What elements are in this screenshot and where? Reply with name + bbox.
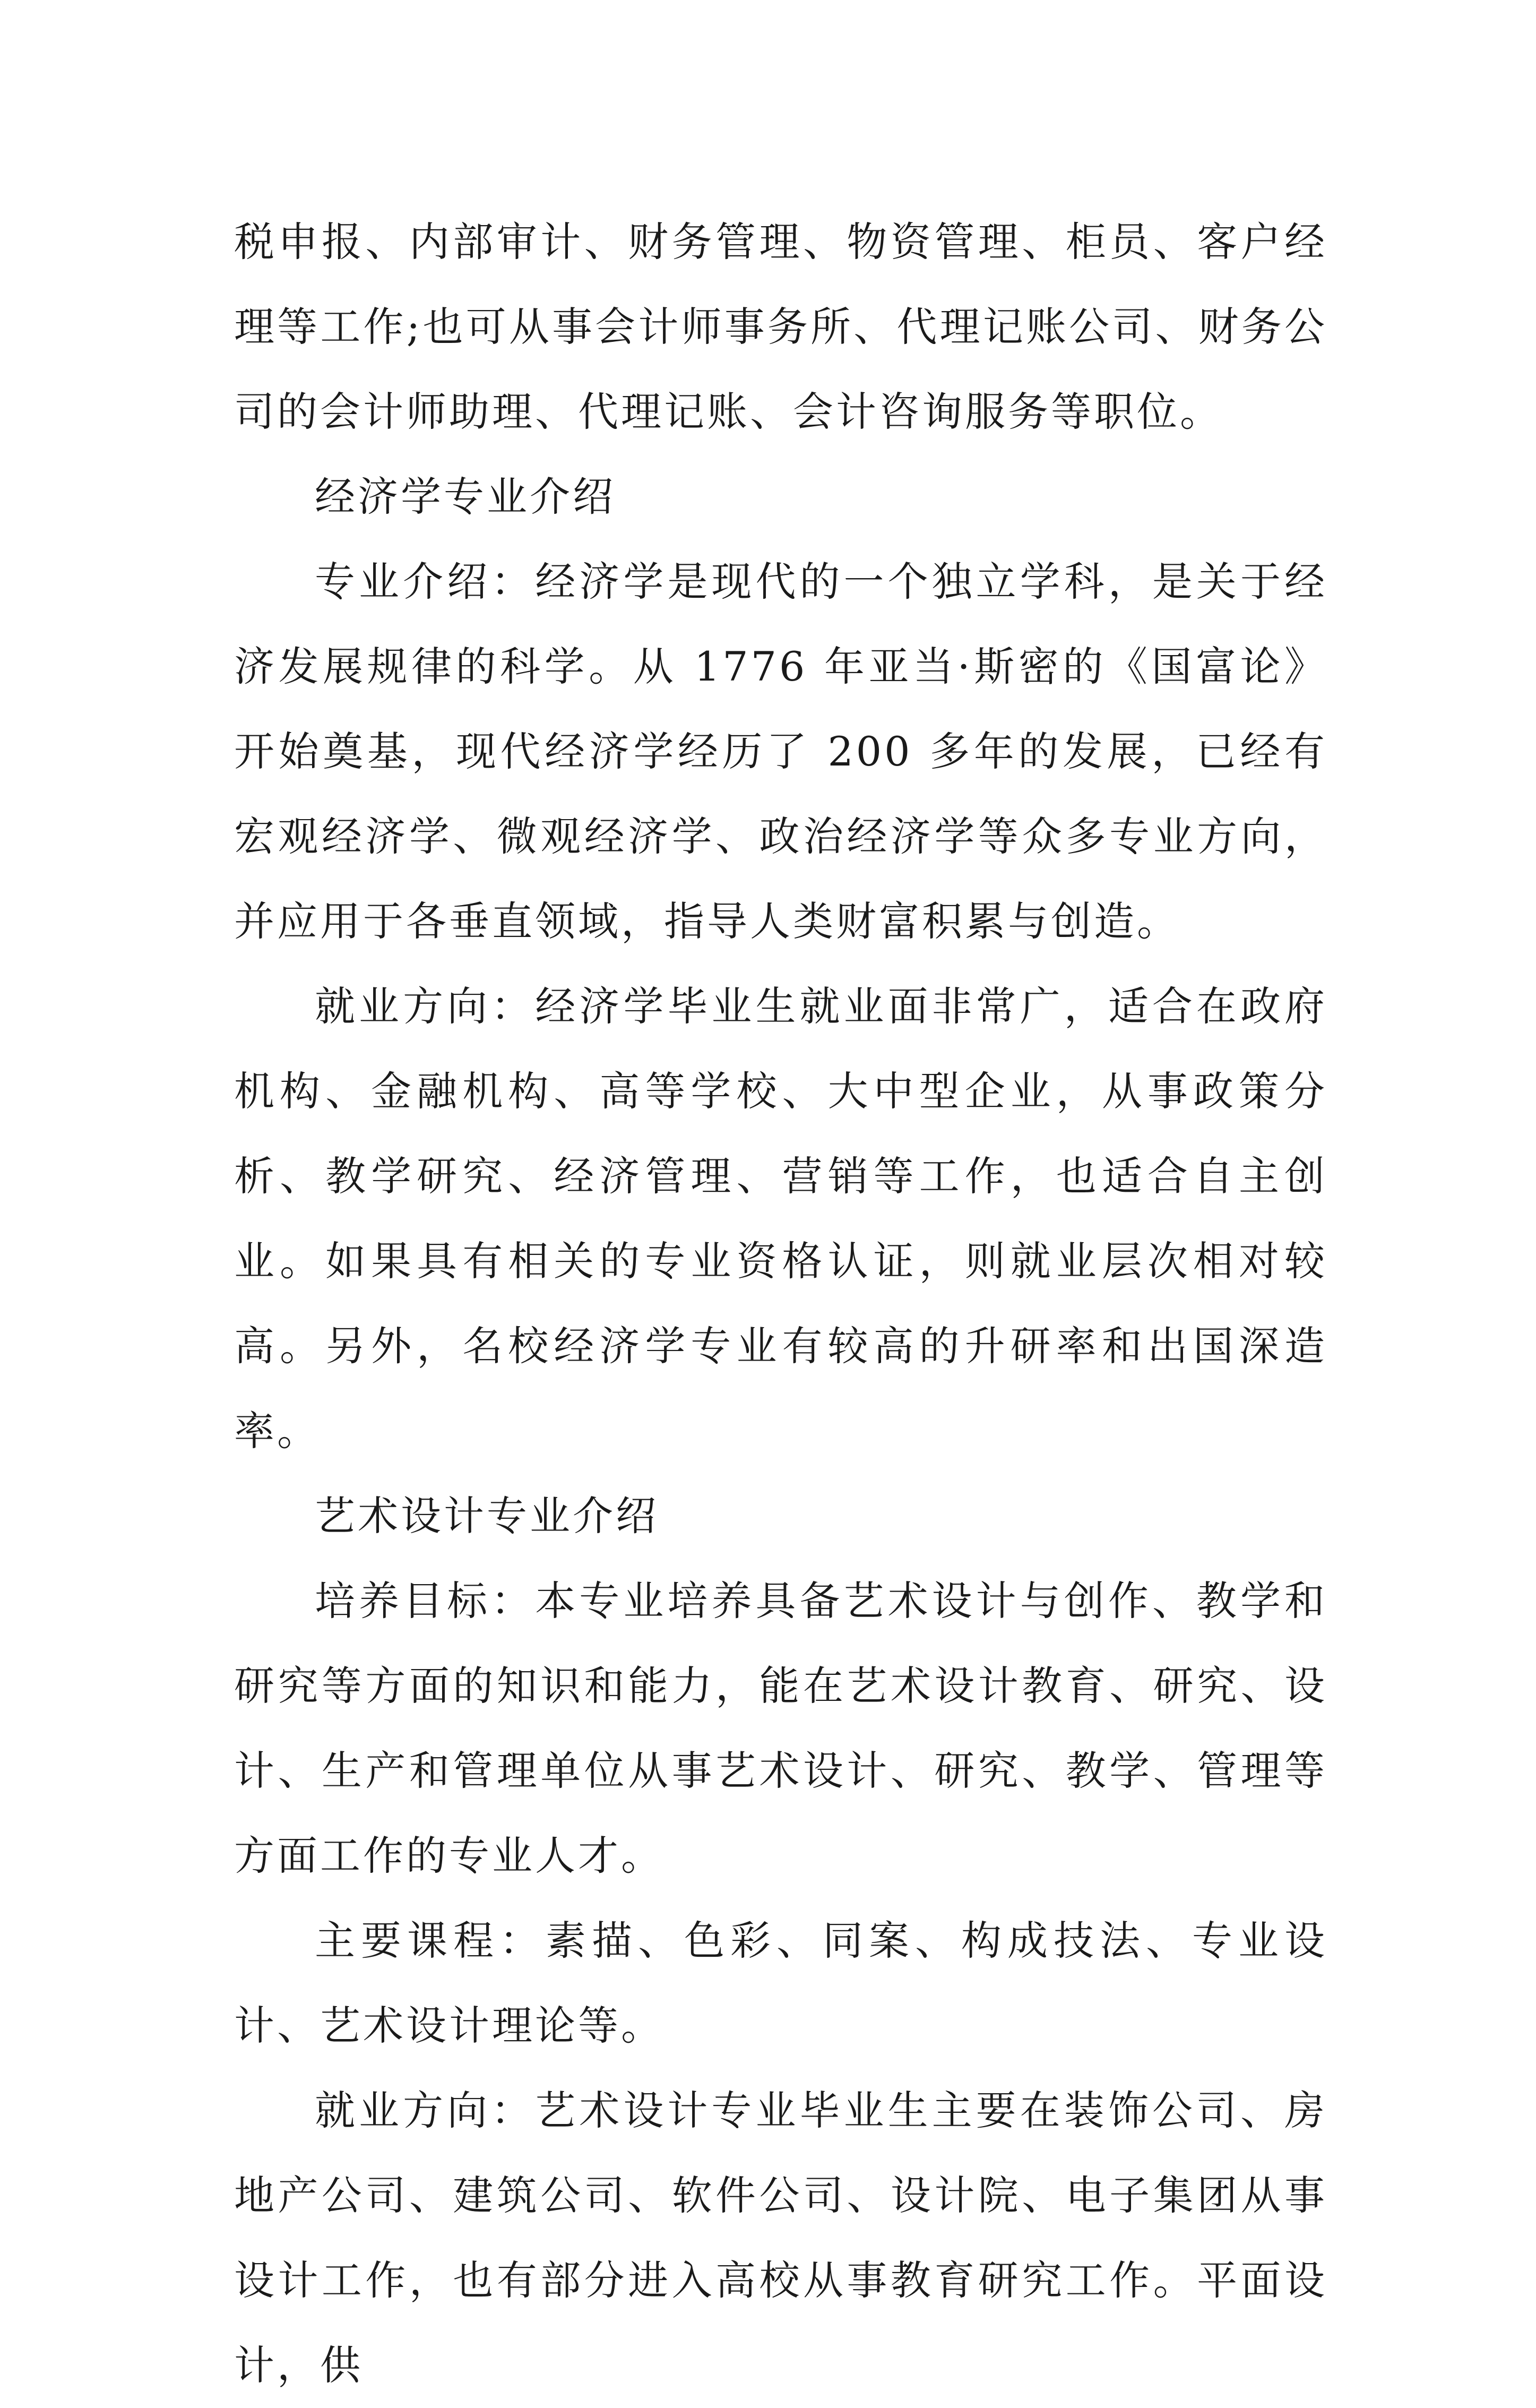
section-heading-art-design: 艺术设计专业介绍 (315, 1492, 659, 1540)
paragraph-economics-employment: 就业方向：经济学毕业生就业面非常广，适合在政府机构、金融机构、高等学校、大中型企业，从事政策分析、教学研究、经济管理、营销等工作，也适合自主创业。如果具有相关的专业资格认证，则就业层次相对较高。另外，名校经济学专业有较高的升研率和出国深造率。 (234, 983, 1327, 1455)
section-heading-economics: 经济学专业介绍 (315, 473, 616, 520)
paragraph-art-design-employment: 就业方向：艺术设计专业毕业生主要在装饰公司、房地产公司、建筑公司、软件公司、设计院、电子集团从事设计工作，也有部分进入高校从事教育研究工作。平面设计，供 (234, 2087, 1327, 2389)
paragraph-art-design-courses: 主要课程：素描、色彩、同案、构成技法、专业设计、艺术设计理论等。 (234, 1917, 1327, 2049)
paragraph-economics-intro: 专业介绍：经济学是现代的一个独立学科，是关于经济发展规律的科学。从 1776 年亚当·斯密的《国富论》开始奠基，现代经济学经历了 200 多年的发展，已经有宏观经济学、微观经济学、政治经济学等众多专业方向，并应用于各垂直领域，指导人类财富积累与创造。 (234, 558, 1327, 945)
paragraph-art-design-goal: 培养目标：本专业培养具备艺术设计与创作、教学和研究等方面的知识和能力，能在艺术设计教育、研究、设计、生产和管理单位从事艺术设计、研究、教学、管理等方面工作的专业人才。 (234, 1577, 1327, 1879)
paragraph-continuation: 税申报、内部审计、财务管理、物资管理、柜员、客户经理等工作;也可从事会计师事务所、代理记账公司、财务公司的会计师助理、代理记账、会计咨询服务等职位。 (234, 218, 1327, 435)
document-body (234, 200, 1327, 2408)
